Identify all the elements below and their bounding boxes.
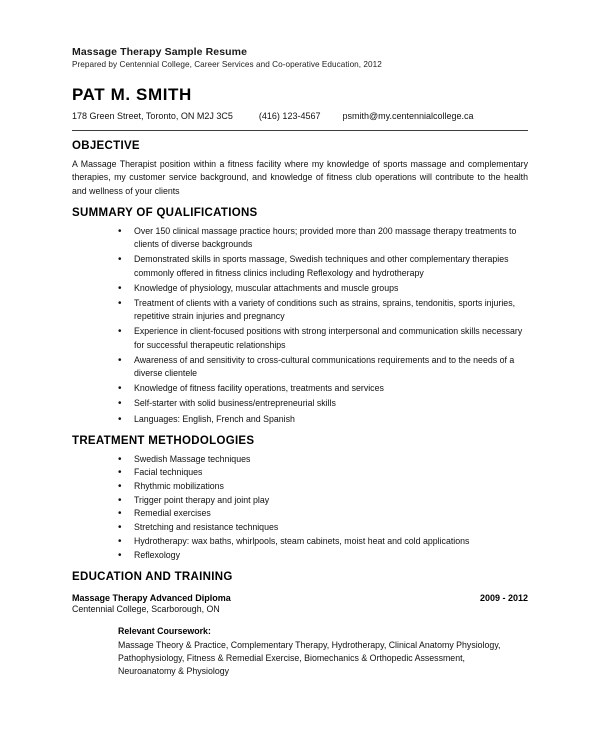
list-item: • Awareness of and sensitivity to cross-cultural communications requirements and to the needs of a diverse clientele [72, 354, 528, 380]
list-item: • Rhythmic mobilizations [72, 480, 528, 493]
list-item: • Self-starter with solid business/entrepreneurial skills [72, 397, 528, 410]
methodologies-list [72, 453, 528, 562]
section-objective [72, 140, 528, 198]
list-item: • Stretching and resistance techniques [72, 521, 528, 534]
section-heading-qualifications: SUMMARY OF QUALIFICATIONS [72, 207, 258, 220]
contact-phone: (416) 123-4567 [258, 111, 321, 121]
list-item: • Experience in client-focused positions with strong interpersonal and communication skills necessary for successful therapeutic relationships [72, 325, 528, 351]
section-heading-methodologies: TREATMENT METHODOLOGIES [72, 434, 255, 447]
list-item: • Remedial exercises [72, 507, 528, 520]
education-row [72, 593, 528, 603]
contact-line [72, 111, 528, 121]
list-item: • Swedish Massage techniques [72, 453, 528, 466]
section-heading-objective: OBJECTIVE [72, 140, 140, 152]
education-degree: Massage Therapy Advanced Diploma [72, 592, 231, 603]
header-divider [72, 130, 528, 131]
coursework-text: Massage Theory & Practice, Complementary Therapy, Hydrotherapy, Clinical Anatomy Physiology, Pathophysiology, Fitness & Remedial Exercise, Biomechanics & Orthopedic Assessment, Neuroanatomy & Physiology [118, 639, 501, 677]
section-qualifications [72, 207, 528, 426]
list-item: • Knowledge of physiology, muscular attachments and muscle groups [72, 282, 528, 295]
education-dates: 2009 - 2012 [479, 592, 528, 603]
coursework-title: Relevant Coursework: [118, 625, 211, 636]
contact-address: 178 Green Street, Toronto, ON M2J 3C5 [72, 111, 233, 121]
section-education [72, 571, 528, 679]
objective-text: A Massage Therapist position within a fitness facility where my knowledge of sports massage and complementary therapies, my customer service background, and knowledge of fitness club operations will contribute to the health and wellness of your clients [72, 159, 528, 196]
list-item: • Facial techniques [72, 466, 528, 479]
coursework-block [118, 626, 528, 679]
list-item: • Trigger point therapy and joint play [72, 494, 528, 507]
education-school: Centennial College, Scarborough, ON [72, 603, 220, 614]
list-item: • Treatment of clients with a variety of conditions such as strains, sprains, tendonitis, sports injuries, repetitive strain injuries and pregnancy [72, 297, 528, 323]
list-item: • Demonstrated skills in sports massage, Swedish techniques and other complementary therapies commonly offered in fitness clinics including Reflexology and hydrotherapy [72, 253, 528, 279]
list-item: • Languages: English, French and Spanish [72, 413, 528, 426]
section-methodologies [72, 435, 528, 562]
document-title: Massage Therapy Sample Resume [72, 46, 248, 58]
document-subtitle: Prepared by Centennial College, Career Services and Co-operative Education, 2012 [72, 60, 382, 69]
list-item: • Over 150 clinical massage practice hours; provided more than 200 massage therapy treatments to clients of diverse backgrounds [72, 225, 528, 251]
qualifications-list [72, 225, 528, 426]
candidate-name: PAT M. SMITH [72, 85, 192, 104]
list-item: • Knowledge of fitness facility operations, treatments and services [72, 382, 528, 395]
contact-email: psmith@my.centennialcollege.ca [342, 111, 474, 121]
section-heading-education: EDUCATION AND TRAINING [72, 570, 233, 583]
list-item: • Reflexology [72, 549, 528, 562]
list-item: • Hydrotherapy: wax baths, whirlpools, steam cabinets, moist heat and cold applications [72, 535, 528, 548]
